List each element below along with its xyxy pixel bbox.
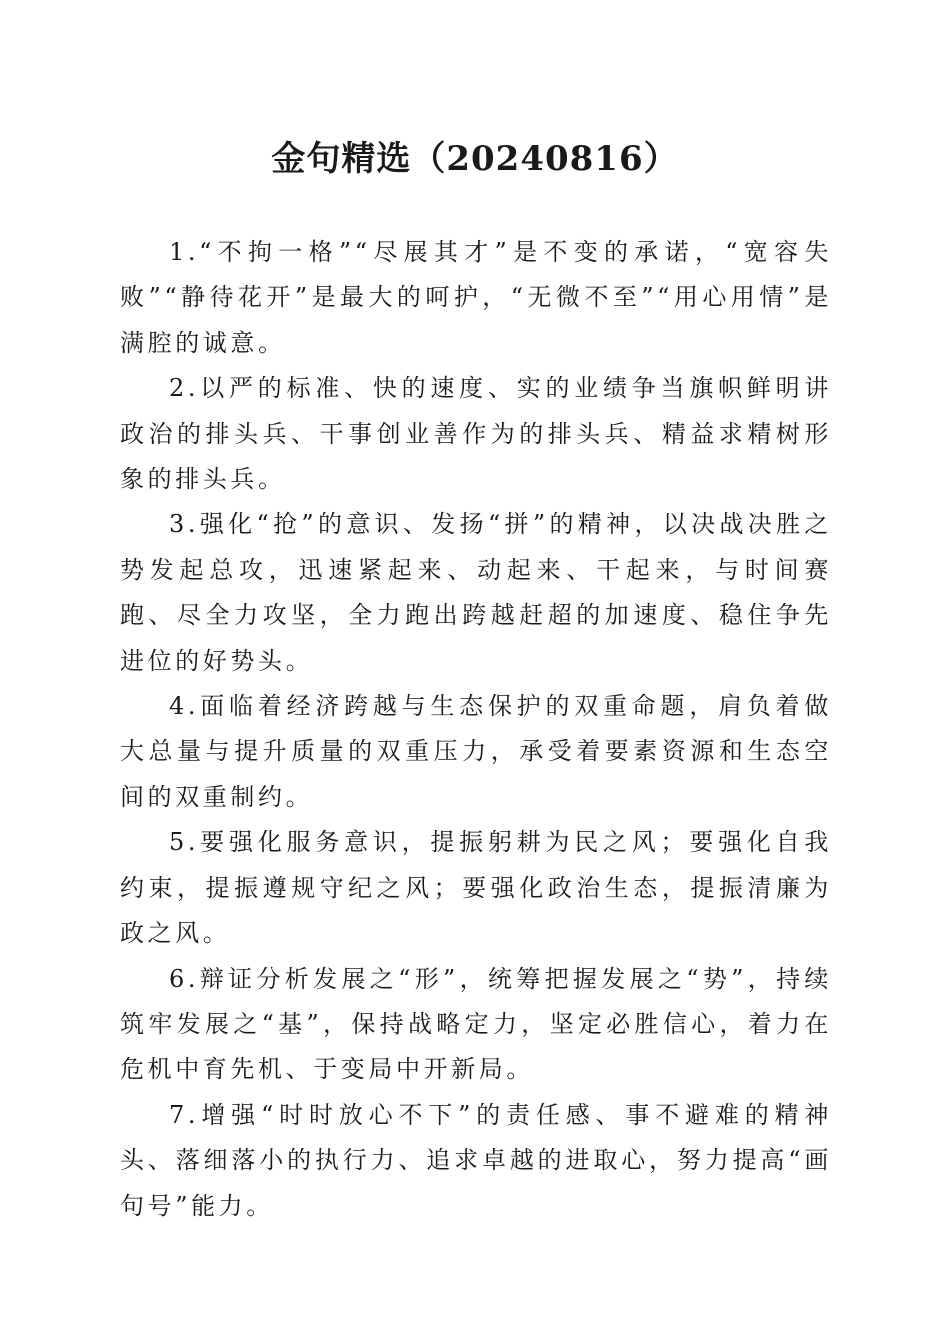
- paragraph-5: 5.要强化服务意识，提振躬耕为民之风；要强化自我约束，提振遵规守纪之风；要强化政治生态，提振清廉为政之风。: [120, 828, 832, 948]
- document-body: [120, 230, 832, 1229]
- paragraph-3: 3.强化“抢”的意识、发扬“拼”的精神，以决战决胜之势发起总攻，迅速紧起来、动起来、干起来，与时间赛跑、尽全力攻坚，全力跑出跨越赶超的加速度、稳住争先进位的好势头。: [120, 510, 832, 675]
- paragraph-7: 7.增强“时时放心不下”的责任感、事不避难的精神头、落细落小的执行力、追求卓越的进取心，努力提高“画句号”能力。: [120, 1100, 832, 1220]
- paragraph-6: 6.辩证分析发展之“形”，统筹把握发展之“势”，持续筑牢发展之“基”，保持战略定力，坚定必胜信心，着力在危机中育先机、于变局中开新局。: [120, 964, 832, 1084]
- paragraph-2: 2.以严的标准、快的速度、实的业绩争当旗帜鲜明讲政治的排头兵、干事创业善作为的排头兵、精益求精树形象的排头兵。: [120, 374, 832, 494]
- paragraph-1: 1.“不拘一格”“尽展其才”是不变的承诺，“宽容失败”“静待花开”是最大的呵护，“无微不至”“用心用情”是满腔的诚意。: [120, 238, 832, 357]
- paragraph-4: 4.面临着经济跨越与生态保护的双重命题，肩负着做大总量与提升质量的双重压力，承受着要素资源和生态空间的双重制约。: [120, 692, 832, 811]
- document-title: 金句精选（20240816）: [271, 139, 679, 179]
